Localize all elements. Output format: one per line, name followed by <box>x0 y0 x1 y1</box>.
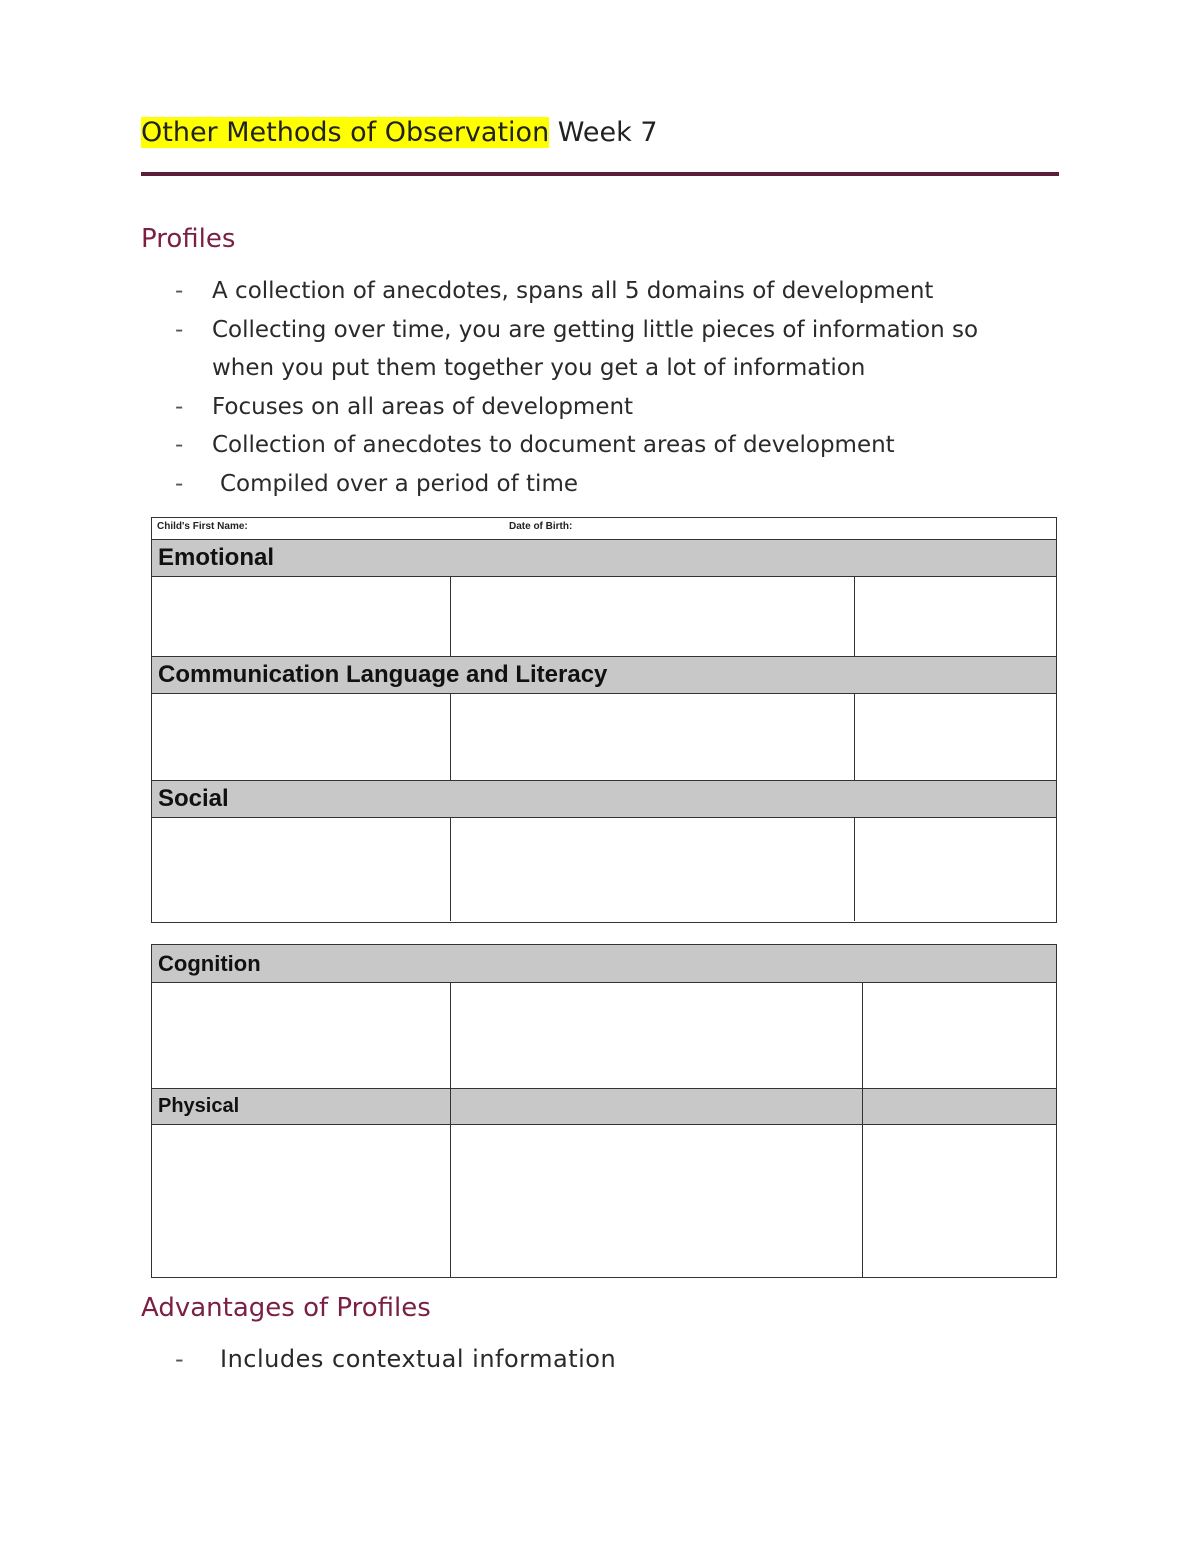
list-item: - Focuses on all areas of development <box>175 393 634 420</box>
advantages-heading: Advantages of Profiles <box>141 1293 431 1323</box>
physical-cells-row <box>152 1125 1056 1277</box>
form-cell <box>451 577 855 656</box>
date-of-birth-label: Date of Birth: <box>509 521 573 532</box>
form-cell <box>152 694 451 780</box>
form-cell <box>451 983 863 1088</box>
childs-first-name-label: Child's First Name: <box>157 521 248 532</box>
list-item: - Collection of anecdotes to document areas of development <box>175 432 895 459</box>
domain-header-emotional: Emotional <box>152 540 1056 577</box>
title-week: Week 7 <box>549 117 658 148</box>
form-cell <box>451 1089 863 1124</box>
list-item: - Compiled over a period of time <box>175 470 579 497</box>
form-cell <box>863 1089 1056 1124</box>
advantages-bullet-list <box>141 1340 1041 1379</box>
communication-cells-row <box>152 694 1056 781</box>
profiles-heading: Profiles <box>141 224 236 254</box>
form-cell <box>451 694 855 780</box>
list-item: - A collection of anecdotes, spans all 5 domains of development <box>175 278 934 304</box>
emotional-cells-row <box>152 577 1056 657</box>
form-cell <box>863 983 1056 1088</box>
form-cell <box>152 983 451 1088</box>
list-item-continuation: when you put them together you get a lot of information <box>212 355 866 382</box>
title-rule <box>141 172 1059 176</box>
domain-header-communication: Communication Language and Literacy <box>152 657 1056 694</box>
page-title <box>141 114 658 152</box>
profiles-bullet-list <box>141 272 1041 504</box>
form-cell <box>152 818 451 921</box>
domain-header-cognition: Cognition <box>152 945 1056 983</box>
social-cells-row <box>152 818 1056 921</box>
form-cell <box>863 1125 1056 1277</box>
form-cell <box>855 694 1056 780</box>
form-name-row <box>152 518 1056 540</box>
list-item: - Collecting over time, you are getting little pieces of information so <box>175 316 979 343</box>
form-cell <box>152 577 451 656</box>
physical-header-row <box>152 1089 1056 1125</box>
cognition-cells-row <box>152 983 1056 1089</box>
profile-form-table-1 <box>151 517 1057 923</box>
form-cell <box>855 818 1056 921</box>
title-highlight: Other Methods of Observation <box>141 117 550 148</box>
form-cell <box>451 1125 863 1277</box>
form-cell <box>152 1125 451 1277</box>
form-cell <box>451 818 855 921</box>
domain-header-physical: Physical <box>152 1089 451 1124</box>
list-item: - Includes contextual information <box>175 1345 617 1373</box>
profile-form-table-2 <box>151 944 1057 1278</box>
domain-header-social: Social <box>152 781 1056 818</box>
form-cell <box>855 577 1056 656</box>
